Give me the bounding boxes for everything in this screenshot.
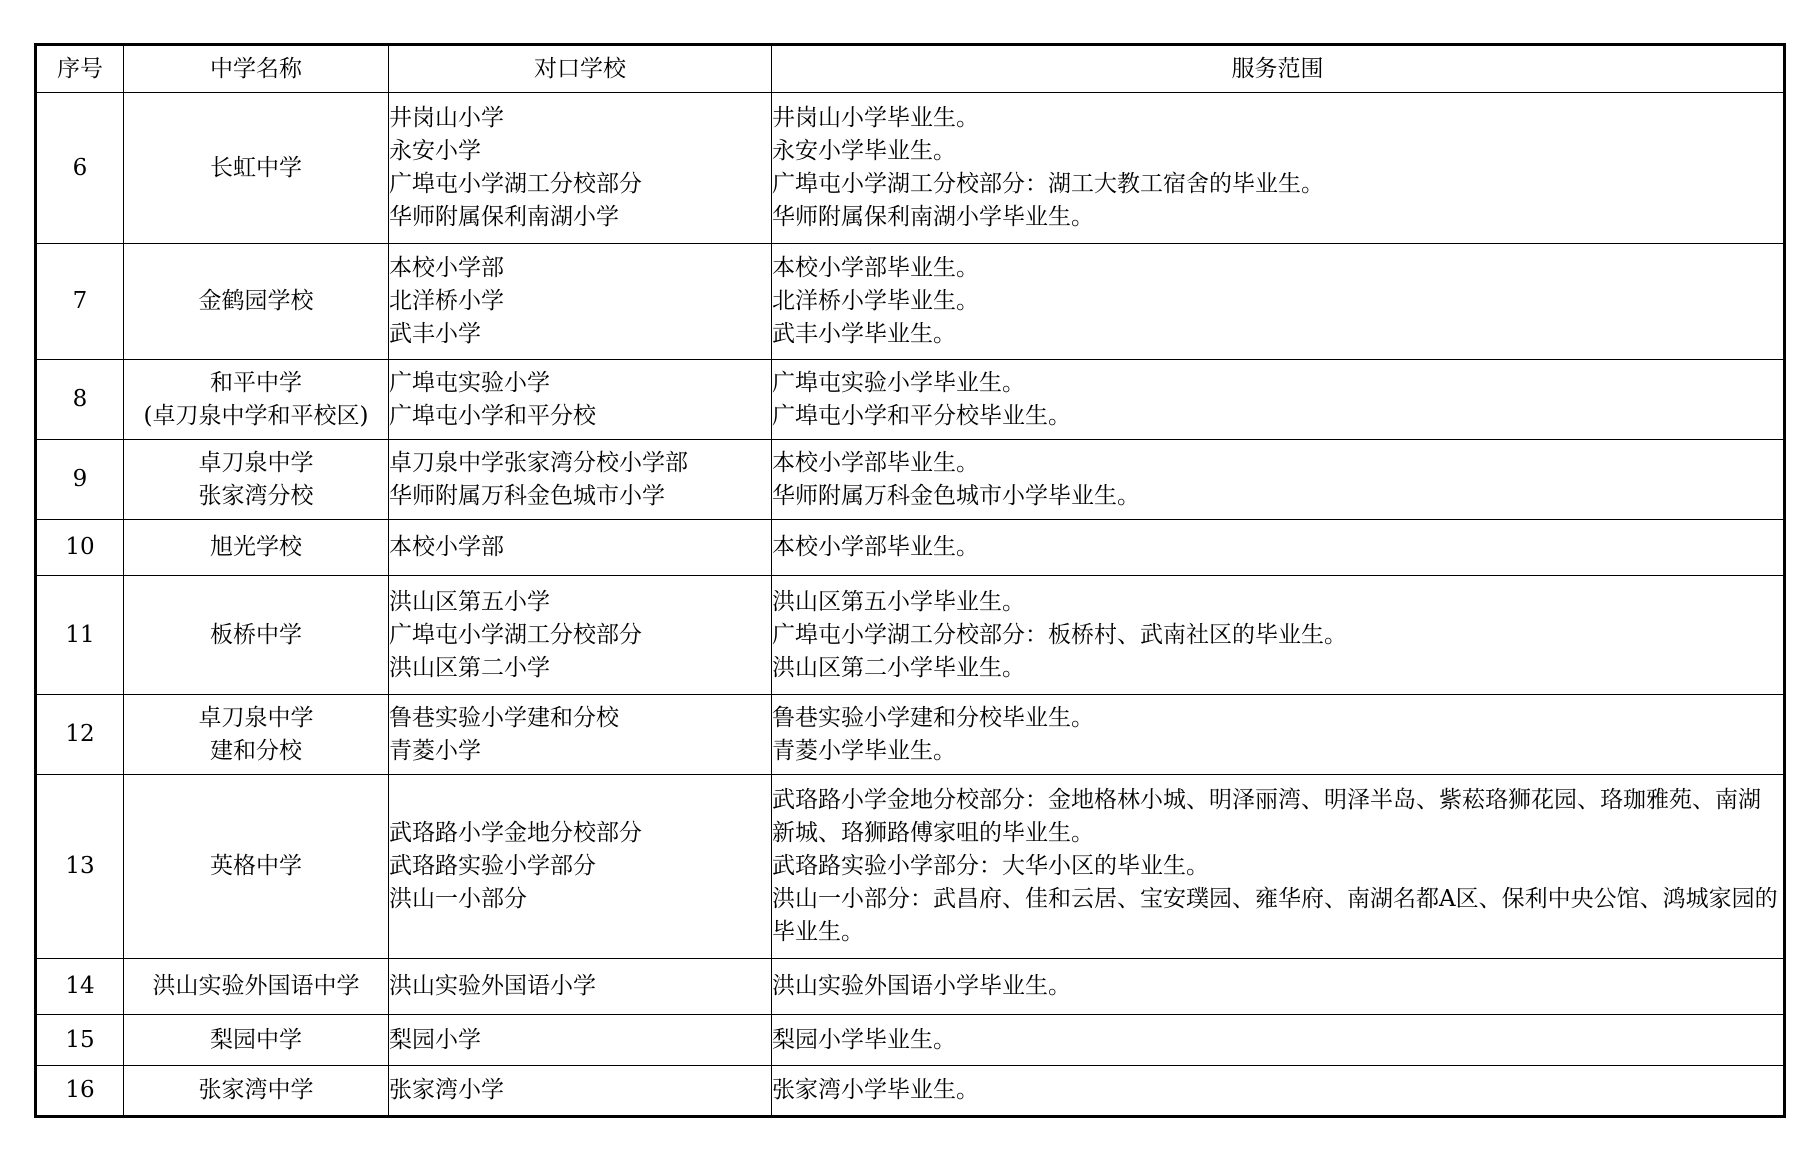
feeder-school bbox=[389, 959, 772, 1015]
service-scope-line: 广埠屯小学湖工分校部分：板桥村、武南社区的毕业生。 bbox=[772, 621, 1347, 648]
feeder-school-line: 北洋桥小学 bbox=[389, 288, 504, 314]
service-scope-line: 洪山一小部分：武昌府、佳和云居、宝安璞园、雍华府、南湖名都A区、保利中央公馆、鸿城家园的毕业生。 bbox=[772, 886, 1778, 945]
feeder-school-line: 武珞路实验小学部分 bbox=[389, 853, 596, 879]
feeder-school-line: 本校小学部 bbox=[389, 534, 504, 560]
feeder-school bbox=[389, 1015, 772, 1066]
row-number: 6 bbox=[36, 93, 124, 244]
table-row bbox=[36, 360, 1785, 440]
row-number: 12 bbox=[36, 695, 124, 775]
feeder-school-line: 广埠屯小学湖工分校部分 bbox=[389, 171, 642, 197]
school-name-line: 张家湾中学 bbox=[198, 1077, 314, 1103]
feeder-school bbox=[389, 440, 772, 520]
row-number: 9 bbox=[36, 440, 124, 520]
school-name bbox=[124, 244, 389, 360]
school-name-line: 洪山实验外国语中学 bbox=[152, 973, 360, 999]
feeder-school-line: 武丰小学 bbox=[389, 321, 481, 347]
table-row bbox=[36, 576, 1785, 695]
service-scope bbox=[772, 93, 1785, 244]
service-scope-line: 广埠屯小学和平分校毕业生。 bbox=[772, 402, 1071, 429]
school-name bbox=[124, 695, 389, 775]
service-scope-line: 井岗山小学毕业生。 bbox=[772, 105, 979, 131]
table-row bbox=[36, 93, 1785, 244]
service-scope bbox=[772, 360, 1785, 440]
table-header-row bbox=[36, 45, 1785, 93]
service-scope-line: 梨园小学毕业生。 bbox=[772, 1026, 956, 1053]
school-name bbox=[124, 360, 389, 440]
service-scope-line: 洪山实验外国语小学毕业生。 bbox=[772, 973, 1071, 999]
school-name bbox=[124, 775, 389, 959]
feeder-school-line: 梨园小学 bbox=[389, 1026, 481, 1053]
feeder-school-line: 青菱小学 bbox=[389, 737, 481, 764]
table-row bbox=[36, 959, 1785, 1015]
service-scope-line: 武珞路实验小学部分：大华小区的毕业生。 bbox=[772, 853, 1209, 879]
feeder-school bbox=[389, 775, 772, 959]
table-row bbox=[36, 1015, 1785, 1066]
service-scope bbox=[772, 1066, 1785, 1117]
service-scope-line: 青菱小学毕业生。 bbox=[772, 737, 956, 764]
service-scope-line: 张家湾小学毕业生。 bbox=[772, 1077, 979, 1103]
service-scope-line: 广埠屯实验小学毕业生。 bbox=[772, 369, 1025, 396]
row-number: 16 bbox=[36, 1066, 124, 1117]
service-scope-line: 武丰小学毕业生。 bbox=[772, 321, 956, 347]
feeder-school bbox=[389, 360, 772, 440]
service-scope bbox=[772, 1015, 1785, 1066]
row-number: 7 bbox=[36, 244, 124, 360]
school-name-line: 板桥中学 bbox=[210, 621, 302, 648]
row-number: 14 bbox=[36, 959, 124, 1015]
service-scope-line: 永安小学毕业生。 bbox=[772, 138, 956, 164]
feeder-school-line: 井岗山小学 bbox=[389, 105, 504, 131]
feeder-school-line: 广埠屯小学湖工分校部分 bbox=[389, 621, 642, 648]
school-name-line: (卓刀泉中学和平校区) bbox=[143, 402, 369, 429]
row-number: 11 bbox=[36, 576, 124, 695]
feeder-school-line: 华师附属保利南湖小学 bbox=[389, 204, 619, 230]
school-name bbox=[124, 93, 389, 244]
school-name bbox=[124, 520, 389, 576]
feeder-school-line: 广埠屯小学和平分校 bbox=[389, 402, 596, 429]
service-scope-line: 华师附属万科金色城市小学毕业生。 bbox=[772, 482, 1140, 509]
feeder-school-line: 张家湾小学 bbox=[389, 1077, 504, 1103]
school-name bbox=[124, 1066, 389, 1117]
feeder-school bbox=[389, 244, 772, 360]
school-name-line: 英格中学 bbox=[210, 853, 302, 879]
feeder-school-line: 武珞路小学金地分校部分 bbox=[389, 820, 642, 846]
header-feeder-school: 对口学校 bbox=[389, 45, 772, 93]
service-scope bbox=[772, 576, 1785, 695]
school-name-line: 长虹中学 bbox=[210, 154, 302, 181]
header-num: 序号 bbox=[36, 45, 124, 93]
service-scope-line: 鲁巷实验小学建和分校毕业生。 bbox=[772, 704, 1094, 731]
feeder-school-line: 洪山区第五小学 bbox=[389, 588, 550, 615]
header-service-scope: 服务范围 bbox=[772, 45, 1785, 93]
feeder-school-line: 卓刀泉中学张家湾分校小学部 bbox=[389, 449, 688, 476]
service-scope-line: 洪山区第五小学毕业生。 bbox=[772, 588, 1025, 615]
table-row bbox=[36, 244, 1785, 360]
service-scope-line: 本校小学部毕业生。 bbox=[772, 255, 979, 281]
school-name bbox=[124, 1015, 389, 1066]
service-scope-line: 洪山区第二小学毕业生。 bbox=[772, 654, 1025, 681]
service-scope-line: 北洋桥小学毕业生。 bbox=[772, 288, 979, 314]
feeder-school-line: 永安小学 bbox=[389, 138, 481, 164]
school-name bbox=[124, 440, 389, 520]
feeder-school bbox=[389, 1066, 772, 1117]
service-scope bbox=[772, 695, 1785, 775]
table-body bbox=[36, 93, 1785, 1117]
feeder-school-line: 广埠屯实验小学 bbox=[389, 369, 550, 396]
table-row bbox=[36, 695, 1785, 775]
school-name-line: 旭光学校 bbox=[210, 534, 302, 560]
school-name-line: 建和分校 bbox=[210, 737, 302, 764]
feeder-school-line: 华师附属万科金色城市小学 bbox=[389, 482, 665, 509]
row-number: 15 bbox=[36, 1015, 124, 1066]
table-row bbox=[36, 1066, 1785, 1117]
school-name-line: 梨园中学 bbox=[210, 1026, 302, 1053]
row-number: 13 bbox=[36, 775, 124, 959]
service-scope-line: 本校小学部毕业生。 bbox=[772, 534, 979, 560]
school-name bbox=[124, 576, 389, 695]
feeder-school-line: 洪山区第二小学 bbox=[389, 654, 550, 681]
feeder-school-line: 洪山实验外国语小学 bbox=[389, 973, 596, 999]
feeder-school-line: 鲁巷实验小学建和分校 bbox=[389, 704, 619, 731]
school-name-line: 卓刀泉中学 bbox=[198, 449, 314, 476]
table-row bbox=[36, 440, 1785, 520]
feeder-school-line: 洪山一小部分 bbox=[389, 886, 527, 912]
service-scope bbox=[772, 244, 1785, 360]
feeder-school bbox=[389, 576, 772, 695]
school-name-line: 卓刀泉中学 bbox=[198, 704, 314, 731]
header-school-name: 中学名称 bbox=[124, 45, 389, 93]
service-scope-line: 华师附属保利南湖小学毕业生。 bbox=[772, 204, 1094, 230]
feeder-school bbox=[389, 520, 772, 576]
service-scope bbox=[772, 959, 1785, 1015]
school-name-line: 和平中学 bbox=[210, 369, 302, 396]
service-scope-line: 武珞路小学金地分校部分：金地格林小城、明泽丽湾、明泽半岛、紫菘珞狮花园、珞珈雅苑、南湖新城、珞狮路傅家咀的毕业生。 bbox=[772, 787, 1761, 846]
service-scope bbox=[772, 775, 1785, 959]
table-row bbox=[36, 520, 1785, 576]
school-name-line: 张家湾分校 bbox=[198, 482, 314, 509]
feeder-school-line: 本校小学部 bbox=[389, 255, 504, 281]
service-scope-line: 本校小学部毕业生。 bbox=[772, 449, 979, 476]
feeder-school bbox=[389, 695, 772, 775]
feeder-school bbox=[389, 93, 772, 244]
service-scope-line: 广埠屯小学湖工分校部分：湖工大教工宿舍的毕业生。 bbox=[772, 171, 1324, 197]
row-number: 10 bbox=[36, 520, 124, 576]
school-name-line: 金鹤园学校 bbox=[198, 288, 314, 314]
service-scope bbox=[772, 520, 1785, 576]
service-scope bbox=[772, 440, 1785, 520]
table-row bbox=[36, 775, 1785, 959]
row-number: 8 bbox=[36, 360, 124, 440]
school-name bbox=[124, 959, 389, 1015]
school-zone-table bbox=[34, 43, 1786, 1118]
